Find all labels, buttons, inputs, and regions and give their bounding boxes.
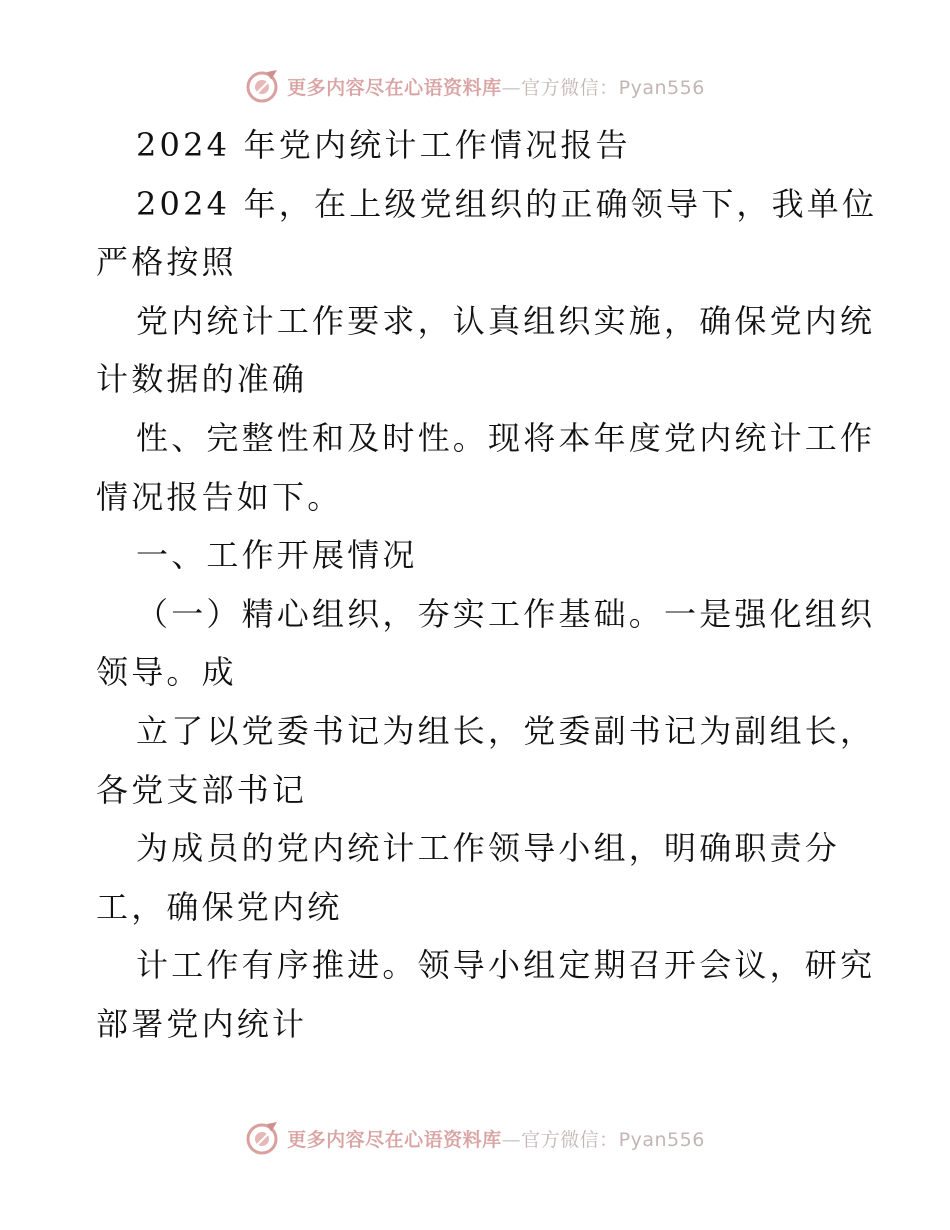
text-line: 部署党内统计 <box>96 1004 308 1043</box>
text-line: 计数据的准确 <box>96 360 308 399</box>
watermark-header <box>0 68 950 104</box>
watermark-dash: — <box>501 1128 522 1151</box>
watermark-main: 更多内容尽在心语资料库 <box>287 76 502 99</box>
text-line: 性、完整性和及时性。现将本年度党内统计工作 <box>136 418 876 457</box>
text-line: 严格按照 <box>96 243 237 282</box>
text-line: （一）精心组织，夯实工作基础。一是强化组织 <box>136 594 876 633</box>
watermark-wechat: 官方微信：Pyan556 <box>521 76 705 99</box>
watermark-text <box>287 1125 705 1152</box>
text-line: 领导。成 <box>96 653 237 692</box>
text-line: 2024 年，在上级党组织的正确领导下，我单位 <box>136 184 878 223</box>
brand-logo-icon <box>245 1120 281 1156</box>
text-line: 工，确保党内统 <box>96 887 343 926</box>
report-body <box>96 116 878 1054</box>
text-line: 为成员的党内统计工作领导小组，明确职责分 <box>136 829 841 868</box>
brand-logo-icon <box>245 68 281 104</box>
text-line: 党内统计工作要求，认真组织实施，确保党内统 <box>136 301 876 340</box>
text-line: 情况报告如下。 <box>96 477 343 516</box>
watermark-wechat: 官方微信：Pyan556 <box>521 1128 705 1151</box>
watermark-footer <box>0 1120 950 1156</box>
text-line: 立了以党委书记为组长，党委副书记为副组长， <box>136 711 876 750</box>
text-line: 计工作有序推进。领导小组定期召开会议，研究 <box>136 946 876 985</box>
text-line: 2024 年党内统计工作情况报告 <box>136 126 631 164</box>
text-line: 一、工作开展情况 <box>136 536 418 575</box>
watermark-text <box>287 73 705 100</box>
watermark-main: 更多内容尽在心语资料库 <box>287 1128 502 1151</box>
watermark-dash: — <box>501 76 522 99</box>
text-line: 各党支部书记 <box>96 770 308 809</box>
